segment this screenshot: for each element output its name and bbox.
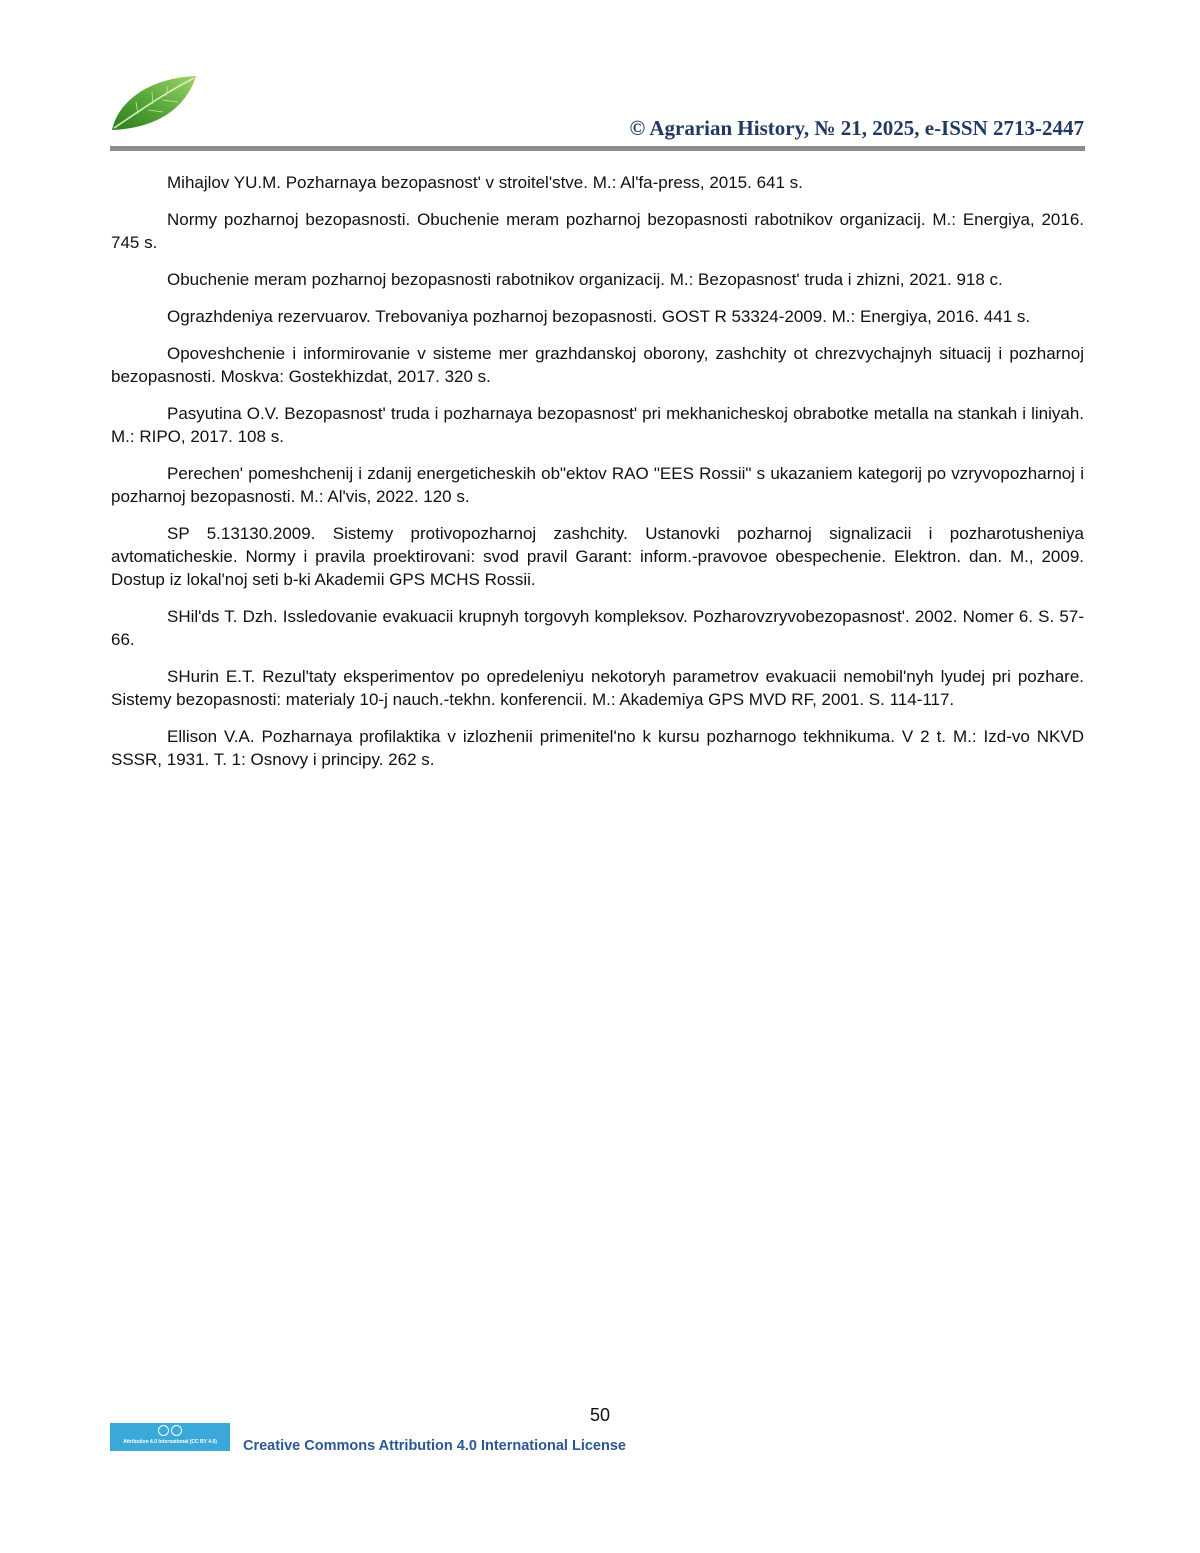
page-number: 50: [589, 1405, 611, 1425]
header-divider: [110, 146, 1085, 151]
journal-title: © Agrarian History, № 21, 2025, e-ISSN 2713-2447: [629, 116, 1084, 140]
license-link[interactable]: Creative Commons Attribution 4.0 International License: [243, 1438, 626, 1454]
reference-list: [111, 171, 1084, 785]
reference-item: SHil'ds T. Dzh. Issledovanie evakuacii krupnyh torgovyh kompleksov. Pozharovzryvobezopasnost'. 2002. Nomer 6. S. 57-66.: [111, 607, 1084, 649]
reference-item: SHurin E.T. Rezul'taty eksperimentov po opredeleniyu nekotoryh parametrov evakuacii nemobil'nyh lyudej pri pozhare. Sistemy bezopasnosti: materialy 10-j nauch.-tekhn. konferencii. M.: Akademiya GPS MVD RF, 2001. S. 114-117.: [111, 667, 1084, 709]
cc-license-badge[interactable]: [110, 1423, 230, 1451]
reference-item: Ellison V.A. Pozharnaya profilaktika v izlozhenii primenitel'no k kursu pozharnogo tekhnikuma. V 2 t. M.: Izd-vo NKVD SSSR, 1931. T. 1: Osnovy i principy. 262 s.: [111, 727, 1084, 769]
reference-item: Normy pozharnoj bezopasnosti. Obuchenie meram pozharnoj bezopasnosti rabotnikov organizacij. M.: Energiya, 2016. 745 s.: [111, 210, 1084, 252]
reference-item: Perechen' pomeshchenij i zdanij energeticheskih ob"ektov RAO "EES Rossii" s ukazaniem kategorij po vzryvopozharnoj i pozharnoj bezopasnosti. M.: Al'vis, 2022. 120 s.: [111, 464, 1084, 506]
cc-by-icon: [110, 1425, 230, 1437]
reference-item: SP 5.13130.2009. Sistemy protivopozharnoj zashchity. Ustanovki pozharnoj signalizacii i pozharotusheniya avtomaticheskie. Normy i pravila proektirovani: svod pravil Garant: inform.-pravovoe obespechenie. Elektron. dan. M., 2009. Dostup iz lokal'noj seti b-ki Akademii GPS MCHS Rossii.: [111, 524, 1084, 589]
reference-item: Mihajlov YU.M. Pozharnaya bezopasnost' v stroitel'stve. M.: Al'fa-press, 2015. 641 s.: [167, 173, 803, 192]
reference-item: Obuchenie meram pozharnoj bezopasnosti rabotnikov organizacij. M.: Bezopasnost' truda i zhizni, 2021. 918 c.: [167, 270, 1003, 289]
reference-item: Pasyutina O.V. Bezopasnost' truda i pozharnaya bezopasnost' pri mekhanicheskoj obrabotke metalla na stankah i liniyah. M.: RIPO, 2017. 108 s.: [111, 404, 1084, 446]
reference-item: Opoveshchenie i informirovanie v sisteme mer grazhdanskoj oborony, zashchity ot chrezvychajnyh situacij i pozharnoj bezopasnosti. Moskva: Gostekhizdat, 2017. 320 s.: [111, 344, 1084, 386]
cc-badge-text: Attribution 4.0 International (CC BY 4.0): [123, 1439, 217, 1445]
reference-item: Ograzhdeniya rezervuarov. Trebovaniya pozharnoj bezopasnosti. GOST R 53324-2009. M.: Energiya, 2016. 441 s.: [167, 307, 1031, 326]
